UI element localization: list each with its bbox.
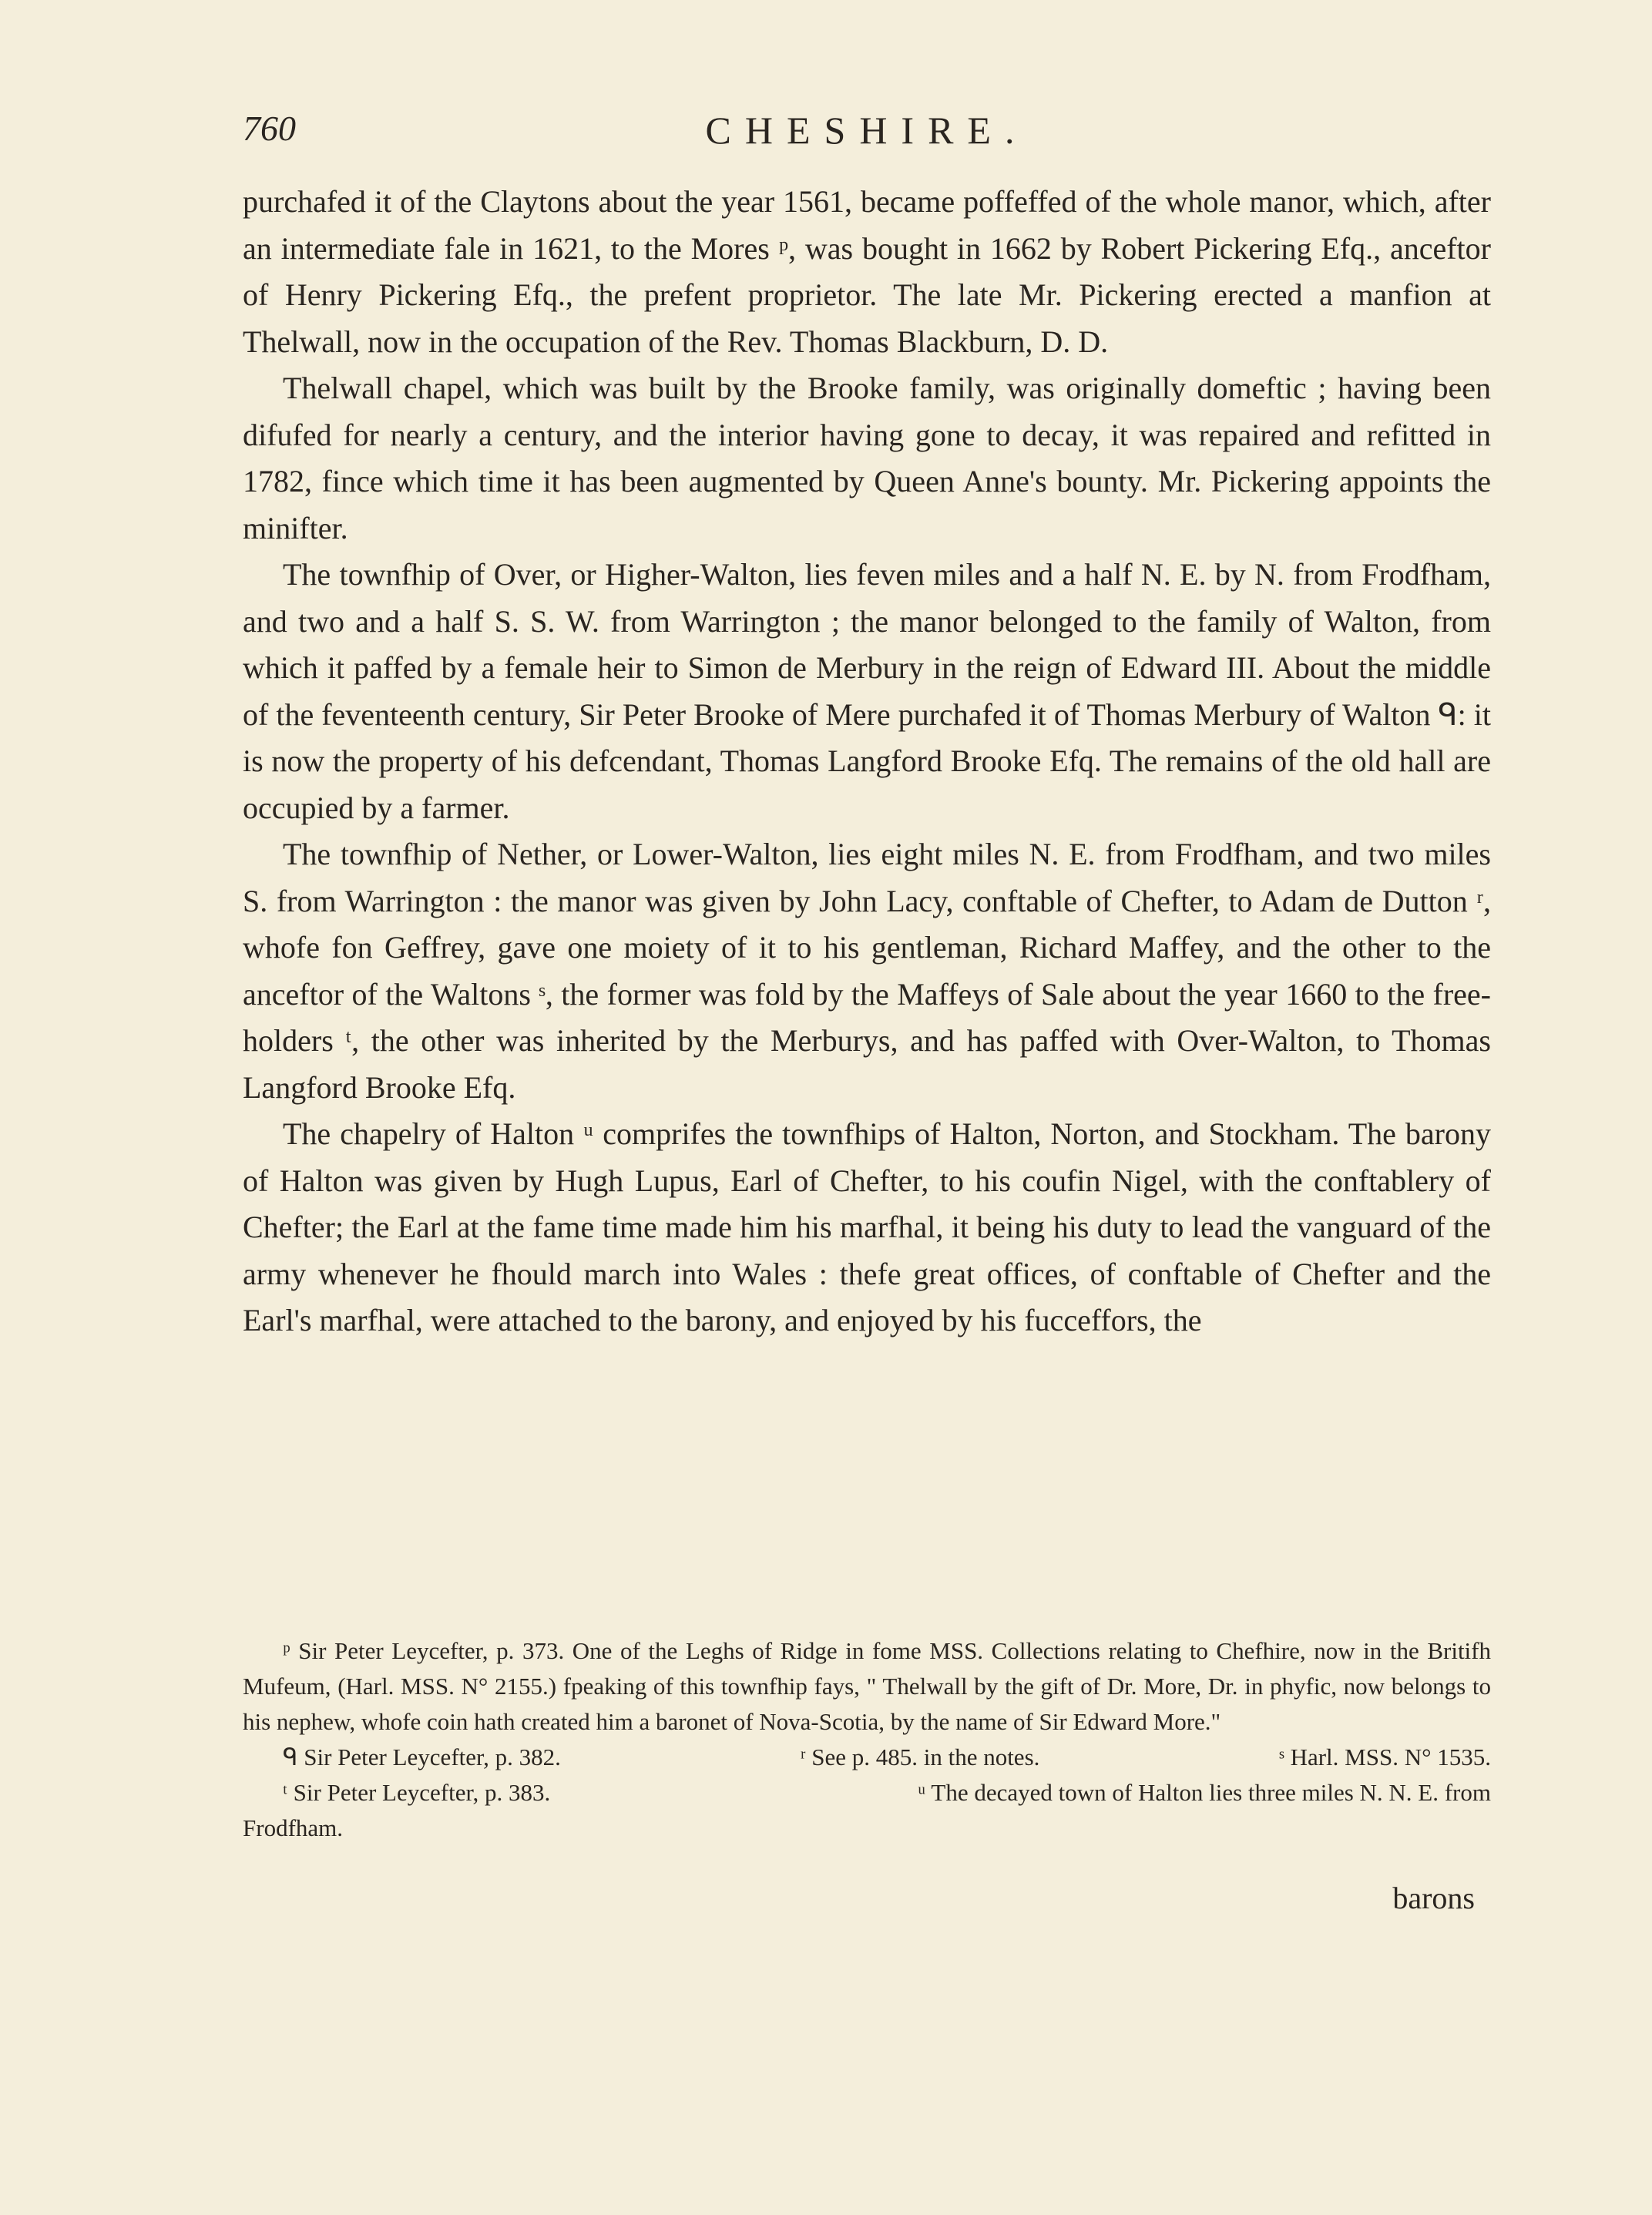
paragraph: The chapelry of Halton ᵘ comprifes the townfhips of Halton, Norton, and Stockham. The barony of Halton was given by Hugh Lupus, Earl of Chefter, to his coufin Nigel, with the conftablery of Chefter; the Earl at the fame time made him his marfhal, it being his duty to lead the vanguard of the army whenever he fhould march into Wales : thefe great offices, of conftable of Chefter and the Earl's marfhal, were attached to the barony, and enjoyed by his fucceffors, the [243, 1116, 1491, 1337]
footnote-r: ʳ See p. 485. in the notes. [800, 1743, 1040, 1770]
page-number: 760 [243, 109, 296, 148]
footnote-p: ᵖ Sir Peter Leycefter, p. 373. One of the Leghs of Ridge in fome MSS. Collections relating to Chefhire, now in the Britifh Mufeum, (Harl. MSS. N° 2155.) fpeaking of this townfhip fays, " Thelwall by the gift of Dr. More, Dr. in phyfic, now belongs to his nephew, whofe coin hath created him a baronet of Nova-Scotia, by the name of Sir Edward More." [243, 1637, 1491, 1735]
footnote-s: ˢ Harl. MSS. N° 1535. [1279, 1743, 1491, 1770]
footnote-u-continuation: Frodfham. [243, 1814, 344, 1841]
paragraph: The townfhip of Nether, or Lower-Walton, lies eight miles N. E. from Frodfham, and two miles S. from Warrington : the manor was given by John Lacy, conftable of Chefter, to Adam de Dutton ʳ, whofe fon Geffrey, gave one moiety of it to his gentleman, Richard Maffey, and the other to the anceftor of the Waltons ˢ, the former was fold by the Maffeys of Sale about the year 1660 to the free-holders ᵗ, the other was inherited by the Merburys, and has paffed with Over-Walton, to Thomas Langford Brooke Efq. [243, 837, 1491, 1105]
footnote-u: ᵘ The decayed town of Halton lies three miles N. N. E. from [918, 1779, 1491, 1806]
footnote-t: ᵗ Sir Peter Leycefter, p. 383. [283, 1779, 551, 1806]
paragraph: purchafed it of the Claytons about the year 1561, became poffeffed of the whole manor, which, after an intermediate fale in 1621, to the Mores ᵖ, was bought in 1662 by Robert Pickering Efq., anceftor of Henry Pickering Efq., the prefent proprietor. The late Mr. Pickering erected a manfion at Thelwall, now in the occupation of the Rev. Thomas Blackburn, D. D. [243, 184, 1491, 359]
footnote-q: ᑫ Sir Peter Leycefter, p. 382. [283, 1743, 561, 1770]
footnote-row [243, 1740, 1491, 1775]
running-title: CHESHIRE. [705, 109, 1029, 152]
paragraph: The townfhip of Over, or Higher-Walton, lies feven miles and a half N. E. by N. from Frodfham, and two and a half S. S. W. from Warrington ; the manor belonged to the family of Walton, from which it paffed by a female heir to Simon de Merbury in the reign of Edward III. About the middle of the feventeenth century, Sir Peter Brooke of Mere purchafed it of Thomas Merbury of Walton ᑫ: it is now the property of his defcendant, Thomas Langford Brooke Efq. The remains of the old hall are occupied by a farmer. [243, 557, 1491, 825]
paragraph: Thelwall chapel, which was built by the Brooke family, was originally domeftic ; having been difufed for nearly a century, and the interior having gone to decay, it was repaired and refitted in 1782, fince which time it has been augmented by Queen Anne's bounty. Mr. Pickering appoints the minifter. [243, 371, 1491, 545]
footnote-row [243, 1775, 1491, 1811]
body-text [243, 179, 1491, 1344]
footnotes [243, 1633, 1491, 1846]
catchword: barons [1392, 1881, 1475, 1915]
page-header [243, 108, 1491, 162]
